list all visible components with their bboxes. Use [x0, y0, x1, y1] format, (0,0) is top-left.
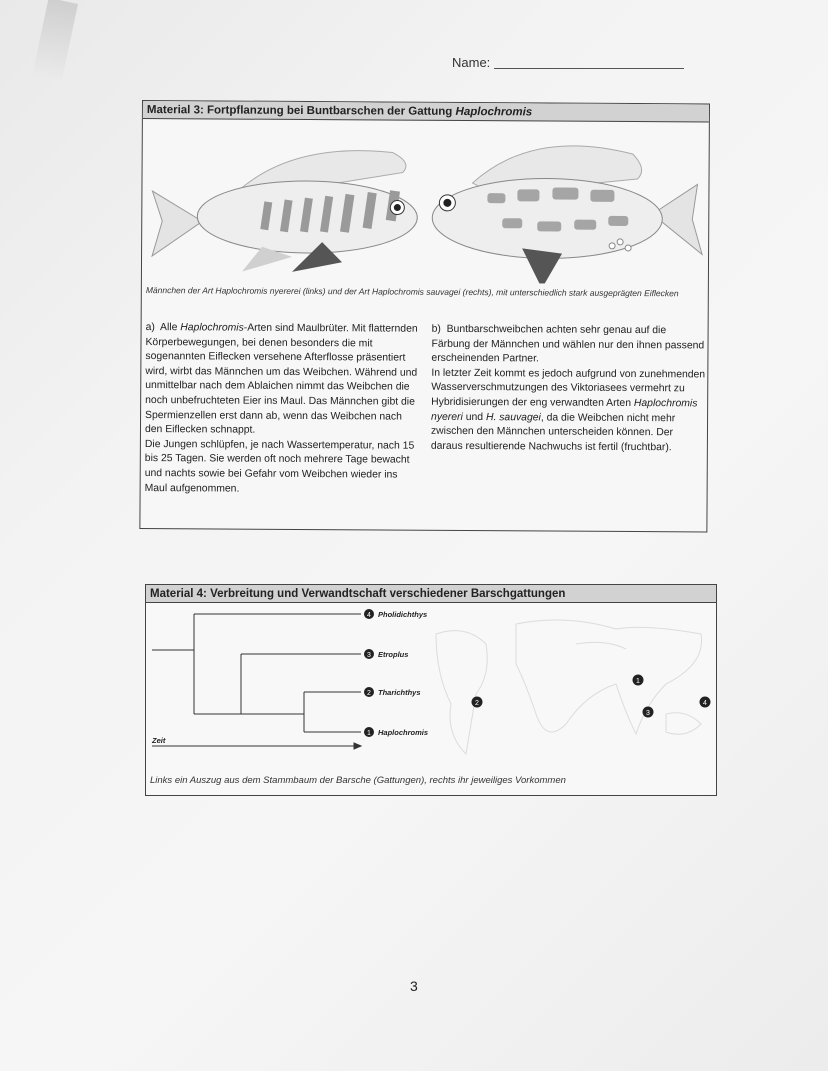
name-underline: [494, 68, 684, 69]
text-column-a: a) Alle Haplochromis-Arten sind Maulbrüter. Mit flatternden Körperbewegungen, bei denen besonders die mit sogenannten Eiflecken versehene Afterflosse präsentiert wird, wirbt das Männchen um das Weibchen. Während und unmittelbar nach dem Ablaichen nimmt das Weibchen die noch unbefruchteten Eier ins Maul. Das Männchen gibt die Spermienzellen erst dann ab, wenn das Weibchen nach den Eiflecken schnappt. Die Jungen schlüpfen, je nach Wassertemperatur, nach 15 bis 25 Tagen. Sie werden oft noch mehrere Tage bewacht und nachts sowie bei Gefahr vom Weibchen wieder ins Maul aufgenommen.: [144, 322, 418, 495]
taxon-3-etroplus: [364, 649, 408, 659]
page-number: 3: [410, 978, 418, 994]
material-3-title: Material 3: Fortpflanzung bei Buntbarschen der Gattung Haplochromis: [143, 101, 709, 122]
svg-text:2: 2: [367, 690, 371, 697]
svg-text:3: 3: [367, 652, 371, 659]
tree-and-map: [146, 604, 716, 774]
marker-b: b): [431, 323, 441, 335]
taxon-2-tharichthys: [364, 687, 421, 697]
world-map: [436, 620, 702, 754]
name-label: Name:: [452, 55, 491, 70]
svg-text:2: 2: [475, 700, 479, 707]
material-4-caption: Links ein Auszug aus dem Stammbaum der Barsche (Gattungen), rechts ihr jeweiliges Vorkommen: [150, 775, 566, 786]
fish-left-nyererei: [152, 149, 418, 272]
svg-text:3: 3: [646, 710, 650, 717]
fish-illustration: [142, 121, 709, 284]
svg-text:Etroplus: Etroplus: [378, 650, 409, 659]
material-3-box: [139, 100, 710, 532]
map-marker-3: [643, 707, 654, 718]
map-marker-2: [472, 697, 483, 708]
svg-text:4: 4: [703, 700, 707, 707]
marker-a: a): [145, 322, 155, 334]
name-field[interactable]: [452, 55, 684, 70]
taxon-1-haplochromis: [364, 727, 428, 737]
material-4-title: Material 4: Verbreitung und Verwandtschaft verschiedener Barschgattungen: [146, 585, 716, 603]
scan-smudge: [32, 0, 78, 82]
phylogenetic-tree: [152, 614, 361, 749]
svg-text:Pholidichthys: Pholidichthys: [378, 610, 428, 619]
svg-text:4: 4: [367, 612, 371, 619]
text-column-b: b) Buntbarschweibchen achten sehr genau auf die Färbung der Männchen und wählen nur den ihnen passend erscheinenden Partner. In letzter Zeit kommt es jedoch aufgrund von zunehmenden Wasserverschmutzungen des Viktoriasees vermehrt zu Hybridisierungen der eng verwandten Arten Haplochromis nyereri und H. sauvagei, da die Weibchen nicht mehr zwischen den Männchen unterscheiden können. Der daraus resultierende Nachwuchs ist fertil (fruchtbar).: [430, 323, 706, 453]
material-3-caption: Männchen der Art Haplochromis nyererei (links) und der Art Haplochromis sauvagei (rechts), mit unterschiedlich stark ausgeprägten Eiflecken: [145, 285, 679, 299]
svg-text:Haplochromis: Haplochromis: [378, 728, 429, 737]
svg-text:Tharichthys: Tharichthys: [378, 688, 421, 697]
time-axis-label: Zeit: [152, 736, 166, 745]
map-markers: [472, 675, 711, 718]
fish-right-sauvagei: [432, 145, 703, 284]
taxon-4-pholidichthys: [364, 609, 427, 619]
map-marker-1: [633, 675, 644, 686]
material-4-box: [145, 584, 717, 796]
svg-text:1: 1: [636, 678, 640, 685]
map-marker-4: [700, 697, 711, 708]
svg-text:1: 1: [367, 730, 371, 737]
